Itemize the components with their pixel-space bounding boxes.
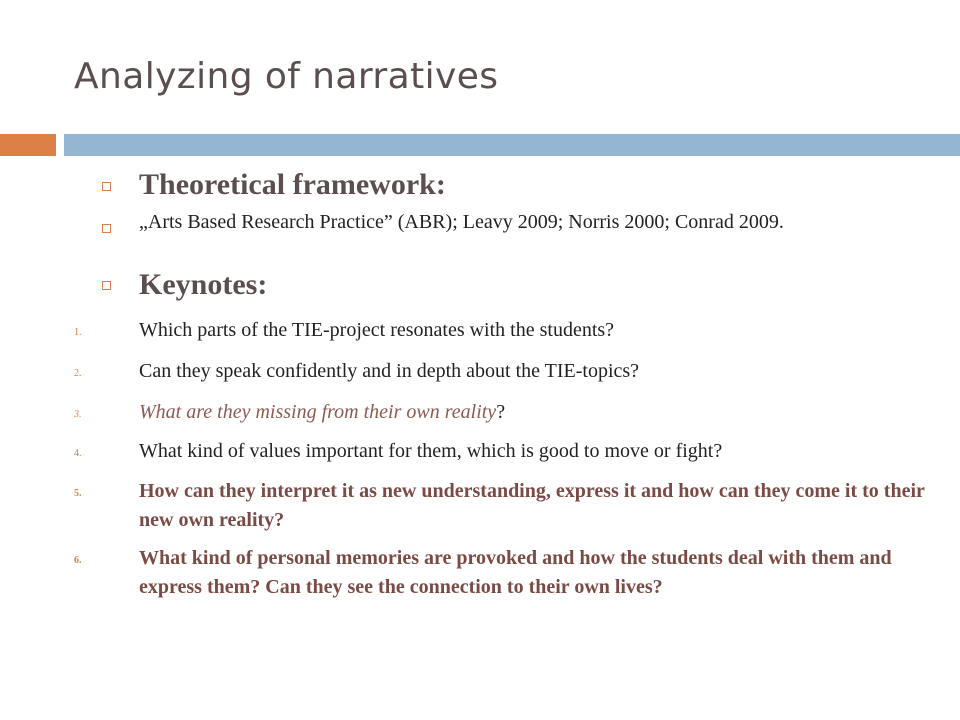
keynotes-heading: Keynotes: xyxy=(139,268,268,301)
keynote-number: 1. xyxy=(74,327,82,338)
keynote-number: 3. xyxy=(74,409,82,420)
keynote-number: 6. xyxy=(74,555,82,566)
keynote-number: 2. xyxy=(74,368,82,379)
square-bullet-icon xyxy=(102,224,111,233)
framework-references: „Arts Based Research Practice” (ABR); Leavy 2009; Norris 2000; Conrad 2009. xyxy=(139,211,784,233)
keynote-item xyxy=(139,398,929,426)
accent-bar-orange xyxy=(0,134,56,156)
keynote-item: What kind of values important for them, which is good to move or fight? xyxy=(139,440,723,462)
accent-bar-blue xyxy=(64,134,960,156)
keynote-number: 5. xyxy=(74,488,82,499)
theoretical-framework-heading: Theoretical framework: xyxy=(139,168,446,201)
keynote-item-text: What are they missing from their own reality xyxy=(139,401,497,423)
slide-title: Analyzing of narratives xyxy=(74,56,499,97)
keynote-item: Can they speak confidently and in depth about the TIE-topics? xyxy=(139,360,640,382)
keynote-item: How can they interpret it as new understanding, express it and how can they come it to their new own reality? xyxy=(139,480,925,531)
square-bullet-icon xyxy=(102,182,111,191)
keynote-item-suffix: ? xyxy=(496,401,506,423)
square-bullet-icon xyxy=(102,281,111,290)
keynote-item: What kind of personal memories are provoked and how the students deal with them and express them? Can they see the connection to their own lives? xyxy=(139,547,892,598)
keynote-item: Which parts of the TIE-project resonates with the students? xyxy=(139,319,615,341)
keynote-number: 4. xyxy=(74,448,82,459)
